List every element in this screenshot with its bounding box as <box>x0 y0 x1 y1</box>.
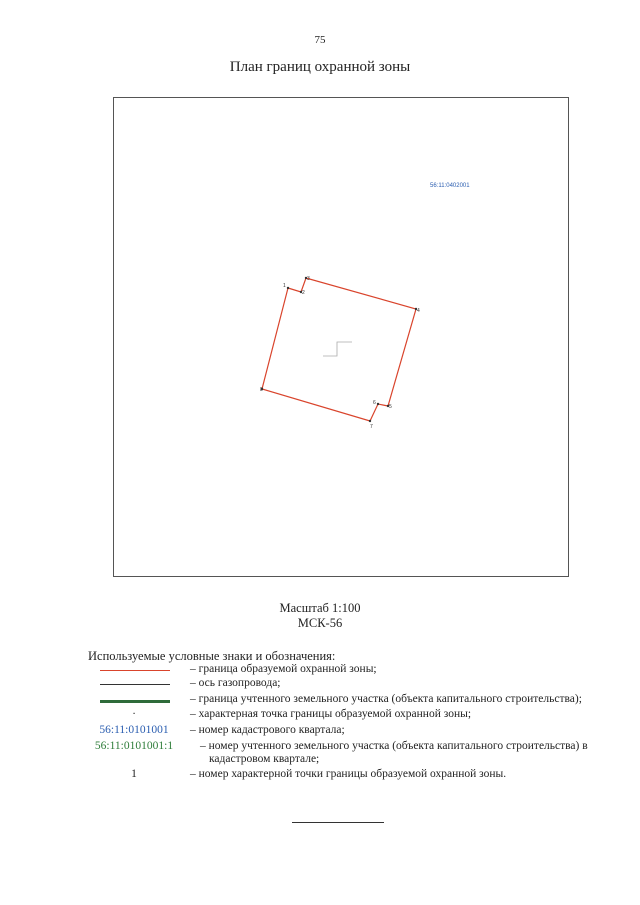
legend-item-parcel-number <box>0 740 640 765</box>
point-label-2: 2 <box>302 290 305 296</box>
legend-symbol: 56:11:0101001 <box>99 724 169 736</box>
legend-symbol: 1 <box>131 768 137 780</box>
point-marker-1 <box>287 287 289 289</box>
legend-description: – граница учтенного земельного участка (объекта капитального строительства); <box>190 693 582 705</box>
legend-symbol: . <box>132 705 136 717</box>
legend-item-boundary-point <box>0 705 640 722</box>
legend-symbol <box>84 663 184 677</box>
point-label-7: 7 <box>370 424 373 430</box>
point-label-3: 3 <box>307 276 310 282</box>
page-title: План границ охранной зоны <box>229 59 411 75</box>
scale-text: Масштаб 1:100 <box>279 601 361 615</box>
legend-item-quarter-number <box>0 724 640 738</box>
legend-description: – характерная точка границы образуемой охранной зоны; <box>190 708 472 720</box>
gas-axis-line-symbol <box>100 684 170 685</box>
cadastral-quarter-label: 56:11:0402001 <box>430 183 470 189</box>
point-label-4: 4 <box>417 308 420 314</box>
point-label-1: 1 <box>283 283 286 289</box>
scale-block <box>0 601 640 631</box>
legend-description: – граница образуемой охранной зоны; <box>190 663 377 675</box>
legend-description: – номер характерной точки границы образуемой охранной зоны. <box>190 768 507 780</box>
parcel-boundary-line-symbol <box>100 700 170 703</box>
map-frame <box>113 97 569 577</box>
point-label-6: 6 <box>373 400 376 406</box>
protected-zone-boundary <box>262 278 416 421</box>
legend-heading: Используемые условные знаки и обозначения: <box>88 649 336 663</box>
crs-text: МСК-56 <box>297 616 343 630</box>
point-label-5: 5 <box>389 404 392 410</box>
legend-item-parcel-boundary <box>0 693 640 707</box>
legend-symbol: 56:11:0101001:1 <box>94 740 174 752</box>
point-marker-7 <box>369 420 371 422</box>
legend-description: – номер кадастрового квартала; <box>190 724 345 736</box>
legend-item-gas-axis <box>0 677 640 691</box>
legend-description: – номер учтенного земельного участка (объекта капитального строительства) в кадастровом квартале; <box>200 740 588 765</box>
point-marker-6 <box>377 403 379 405</box>
legend-item-zone-boundary <box>0 663 640 677</box>
legend-description: – ось газопровода; <box>190 677 281 689</box>
gas-pipeline-axis <box>323 342 352 356</box>
page-number: 75 <box>314 34 326 46</box>
legend-item-point-number <box>0 768 640 782</box>
zone-boundary-line-symbol <box>100 670 170 671</box>
legend-symbol <box>84 677 184 691</box>
point-label-8: 8 <box>260 387 263 393</box>
map-drawing <box>114 98 568 576</box>
signature-line <box>292 822 384 823</box>
